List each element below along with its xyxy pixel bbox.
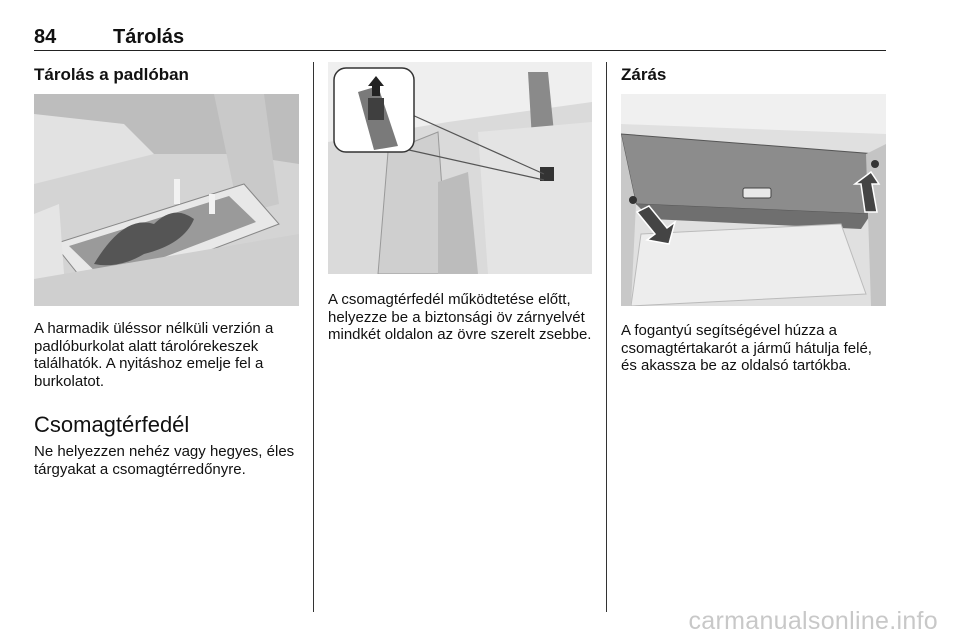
section-heading-floor-storage: Tárolás a padlóban bbox=[34, 65, 189, 84]
section-heading-closing: Zárás bbox=[621, 65, 667, 84]
column-3 bbox=[621, 62, 886, 375]
cargo-cover-warning: Ne helyezzen nehéz vagy hegyes, éles tárgyakat a csomagtérredőnyre. bbox=[34, 443, 295, 478]
column-divider-2 bbox=[606, 62, 607, 612]
page-number: 84 bbox=[34, 26, 57, 48]
section-title-cargo-cover: Csomagtérfedél bbox=[34, 412, 190, 437]
seatbelt-instruction-text: A csomagtérfedél működtetése előtt, helyezze be a biztonsági öv zárnyelvét mindkét oldalon az övre szerelt zsebbe. bbox=[328, 291, 592, 343]
column-1 bbox=[34, 62, 299, 478]
floor-storage-text: A harmadik üléssor nélküli verzión a padlóburkolat alatt tárolórekeszek találhatók. A nyitáshoz emelje fel a burkolatot. bbox=[34, 320, 274, 390]
page-header bbox=[34, 26, 886, 51]
column-divider-1 bbox=[313, 62, 314, 612]
seatbelt-tongue-illustration bbox=[328, 62, 592, 274]
column-2 bbox=[328, 62, 592, 344]
chapter-title: Tárolás bbox=[113, 26, 185, 48]
floor-storage-illustration bbox=[34, 94, 299, 306]
cargo-cover-closing-illustration bbox=[621, 94, 886, 306]
watermark: carmanualsonline.info bbox=[688, 607, 938, 635]
closing-instruction-text: A fogantyú segítségével húzza a csomagtértakarót a jármű hátulja felé, és akassza be az oldalsó tartókba. bbox=[621, 322, 872, 374]
